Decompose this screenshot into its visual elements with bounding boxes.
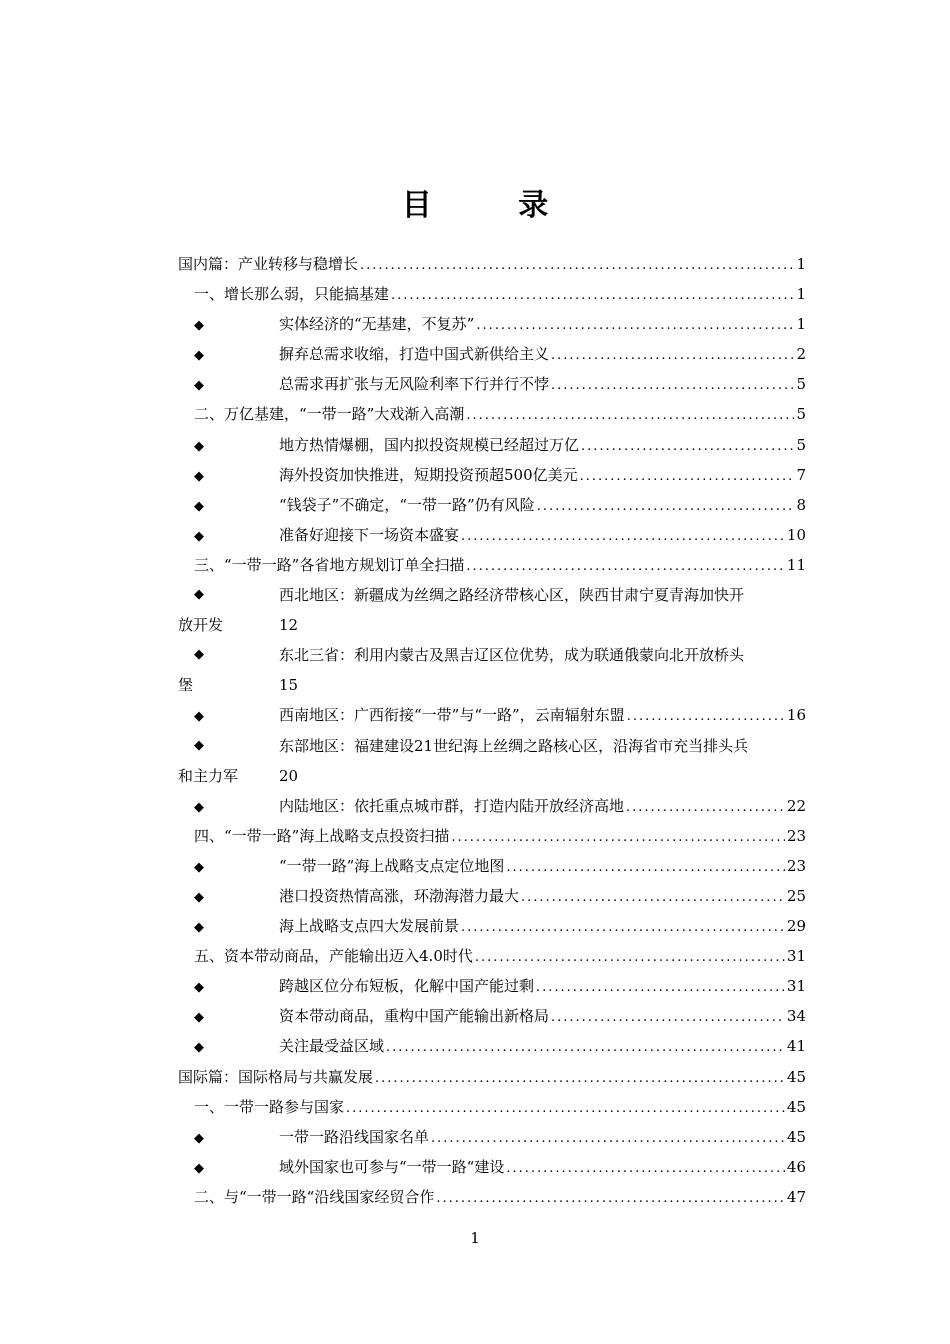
dot-leader: [627, 702, 785, 732]
dot-leader: [551, 1003, 785, 1033]
toc-entry[interactable]: [178, 339, 806, 369]
toc-page-number: 23: [786, 826, 806, 845]
toc-page-number: 16: [786, 706, 806, 725]
dot-leader: [551, 341, 794, 371]
toc-entry-title: 总需求再扩张与无风险利率下行并行不悖: [279, 375, 550, 394]
toc-entry-title: 域外国家也可参与“一带一路“建设: [279, 1157, 505, 1176]
diamond-bullet-icon: ◆: [194, 498, 204, 514]
table-of-contents: [178, 249, 806, 1212]
toc-page-number: 1: [796, 315, 806, 334]
toc-entry[interactable]: [178, 430, 806, 460]
toc-section[interactable]: [178, 821, 806, 851]
toc-entry[interactable]: [178, 520, 806, 550]
toc-entry-title: “一带一路”海上战略支点定位地图: [279, 856, 505, 875]
toc-entry-title: 五、资本带动商品，产能输出迈入4.0时代: [194, 947, 473, 966]
toc-entry-title: 摒弃总需求收缩，打造中国式新供给主义: [279, 345, 550, 364]
toc-section[interactable]: [178, 399, 806, 429]
toc-entry[interactable]: [178, 700, 806, 730]
diamond-bullet-icon: ◆: [194, 889, 204, 905]
toc-page-number: 15: [279, 676, 299, 695]
toc-section[interactable]: [178, 550, 806, 580]
diamond-bullet-icon: ◆: [194, 587, 204, 603]
diamond-bullet-icon: ◆: [194, 920, 204, 936]
toc-entry-title: 一带一路沿线国家名单: [279, 1127, 430, 1146]
toc-entry[interactable]: [178, 369, 806, 399]
toc-page-number: 11: [786, 555, 806, 574]
toc-entry[interactable]: [178, 640, 806, 700]
diamond-bullet-icon: ◆: [194, 799, 204, 815]
toc-page-number: 5: [796, 405, 806, 424]
toc-page-number: 34: [786, 1007, 806, 1026]
toc-page-number: 45: [786, 1127, 806, 1146]
toc-entry-title: 三、“一带一路”各省地方规划订单全扫描: [194, 555, 465, 574]
toc-entry-title: 一、增长那么弱，只能搞基建: [194, 285, 390, 304]
toc-page-number: 22: [786, 796, 806, 815]
toc-entry[interactable]: [178, 460, 806, 490]
diamond-bullet-icon: ◆: [194, 737, 204, 753]
diamond-bullet-icon: ◆: [194, 1130, 204, 1146]
diamond-bullet-icon: ◆: [194, 1160, 204, 1176]
toc-page-number: 29: [786, 917, 806, 936]
toc-page-number: 23: [786, 856, 806, 875]
diamond-bullet-icon: ◆: [194, 647, 204, 663]
toc-section[interactable]: [178, 279, 806, 309]
toc-entry-title: 港口投资热情高涨，环渤海潜力最大: [279, 886, 520, 905]
toc-entry[interactable]: [178, 881, 806, 911]
dot-leader: [436, 1184, 785, 1214]
toc-page-number: 7: [796, 465, 806, 484]
toc-page-number: 1: [796, 285, 806, 304]
toc-entry-title: 实体经济的“无基建，不复苏”: [279, 315, 475, 334]
toc-entry-title: 西南地区：广西衔接“一带”与“一路”，云南辐射东盟: [279, 706, 625, 725]
toc-page-number: 8: [796, 495, 806, 514]
dot-leader: [581, 432, 794, 462]
toc-part-heading[interactable]: [178, 249, 806, 279]
toc-entry-title: 一、一带一路参与国家: [194, 1097, 345, 1116]
toc-page-number: 20: [279, 766, 299, 785]
page-number: 1: [470, 1229, 480, 1247]
dot-leader: [476, 311, 794, 341]
toc-entry[interactable]: [178, 1031, 806, 1061]
toc-page-number: 46: [786, 1157, 806, 1176]
toc-entry-title: “钱袋子”不确定，“一带一路”仍有风险: [279, 495, 535, 514]
dot-leader: [466, 552, 785, 582]
dot-leader: [461, 913, 785, 943]
toc-entry-title: 东部地区：福建建设21世纪海上丝绸之路核心区，沿海省市充当排头兵: [279, 736, 749, 755]
dot-leader: [506, 853, 785, 883]
toc-entry[interactable]: [178, 1152, 806, 1182]
diamond-bullet-icon: ◆: [194, 1040, 204, 1056]
toc-entry[interactable]: [178, 1001, 806, 1031]
toc-entry-title-continuation: 和主力军: [178, 766, 239, 785]
dot-leader: [461, 522, 785, 552]
diamond-bullet-icon: ◆: [194, 709, 204, 725]
toc-entry[interactable]: [178, 580, 806, 640]
toc-page-number: 45: [786, 1067, 806, 1086]
toc-entry-title: 东北三省：利用内蒙古及黑吉辽区位优势，成为联通俄蒙向北开放桥头: [279, 646, 745, 665]
toc-page-number: 47: [786, 1187, 806, 1206]
toc-entry-title: 二、万亿基建，“一带一路”大戏渐入高潮: [194, 405, 465, 424]
dot-leader: [466, 401, 794, 431]
toc-entry-title: 西北地区：新疆成为丝绸之路经济带核心区，陕西甘肃宁夏青海加快开: [279, 586, 745, 605]
toc-entry[interactable]: [178, 971, 806, 1001]
diamond-bullet-icon: ◆: [194, 468, 204, 484]
toc-page-number: 10: [786, 525, 806, 544]
toc-entry-title-continuation: 堡: [178, 676, 194, 695]
toc-entry-title: 跨越区位分布短板，化解中国产能过剩: [279, 977, 535, 996]
toc-page-number: 25: [786, 886, 806, 905]
diamond-bullet-icon: ◆: [194, 528, 204, 544]
toc-entry-title: 海上战略支点四大发展前景: [279, 917, 460, 936]
toc-entry-title: 内陆地区：依托重点城市群，打造内陆开放经济高地: [279, 796, 625, 815]
toc-entry-title: 国际篇：国际格局与共赢发展: [178, 1067, 374, 1086]
toc-entry-title: 地方热情爆棚，国内拟投资规模已经超过万亿: [279, 435, 580, 454]
dot-leader: [346, 1094, 785, 1124]
toc-section[interactable]: [178, 1092, 806, 1122]
toc-entry[interactable]: [178, 1122, 806, 1152]
toc-entry-title: 海外投资加快推进，短期投资预超500亿美元: [279, 465, 578, 484]
toc-page-number: 1: [796, 255, 806, 273]
dot-leader: [475, 943, 785, 973]
toc-entry-title: 二、与“一带一路“沿线国家经贸合作: [194, 1187, 435, 1206]
toc-page-number: 41: [786, 1037, 806, 1056]
diamond-bullet-icon: ◆: [194, 318, 204, 334]
diamond-bullet-icon: ◆: [194, 378, 204, 394]
dot-leader: [375, 1064, 785, 1094]
diamond-bullet-icon: ◆: [194, 348, 204, 364]
dot-leader: [391, 281, 794, 311]
page-title: 目 录: [401, 188, 587, 223]
toc-entry[interactable]: [178, 911, 806, 941]
dot-leader: [551, 371, 794, 401]
toc-entry[interactable]: [178, 490, 806, 520]
toc-page-number: 2: [796, 345, 806, 364]
toc-entry-title: 资本带动商品，重构中国产能输出新格局: [279, 1007, 550, 1026]
dot-leader: [521, 883, 785, 913]
dot-leader: [626, 793, 785, 823]
toc-section[interactable]: [178, 1182, 806, 1212]
toc-entry-title: 准备好迎接下一场资本盛宴: [279, 525, 460, 544]
diamond-bullet-icon: ◆: [194, 1010, 204, 1026]
dot-leader: [580, 462, 795, 492]
toc-entry[interactable]: [178, 791, 806, 821]
toc-page-number: 5: [796, 375, 806, 394]
toc-page-number: 31: [786, 947, 806, 966]
toc-page-number: 31: [786, 977, 806, 996]
dot-leader: [386, 1033, 785, 1063]
dot-leader: [536, 973, 785, 1003]
dot-leader: [360, 251, 794, 281]
toc-entry[interactable]: [178, 731, 806, 791]
diamond-bullet-icon: ◆: [194, 980, 204, 996]
diamond-bullet-icon: ◆: [194, 859, 204, 875]
toc-entry-title-continuation: 放开发: [178, 616, 224, 635]
dot-leader: [506, 1154, 785, 1184]
dot-leader: [451, 823, 785, 853]
toc-entry-title: 关注最受益区域: [279, 1037, 385, 1056]
toc-section[interactable]: [178, 941, 806, 971]
dot-leader: [537, 492, 795, 522]
toc-entry[interactable]: [178, 309, 806, 339]
toc-page-number: 5: [796, 435, 806, 454]
toc-page-number: 45: [786, 1097, 806, 1116]
toc-entry-title: 四、“一带一路”海上战略支点投资扫描: [194, 826, 450, 845]
dot-leader: [431, 1124, 785, 1154]
toc-entry[interactable]: [178, 851, 806, 881]
diamond-bullet-icon: ◆: [194, 438, 204, 454]
toc-page-number: 12: [279, 616, 299, 635]
toc-part-heading[interactable]: [178, 1062, 806, 1092]
toc-entry-title: 国内篇：产业转移与稳增长: [178, 255, 359, 273]
